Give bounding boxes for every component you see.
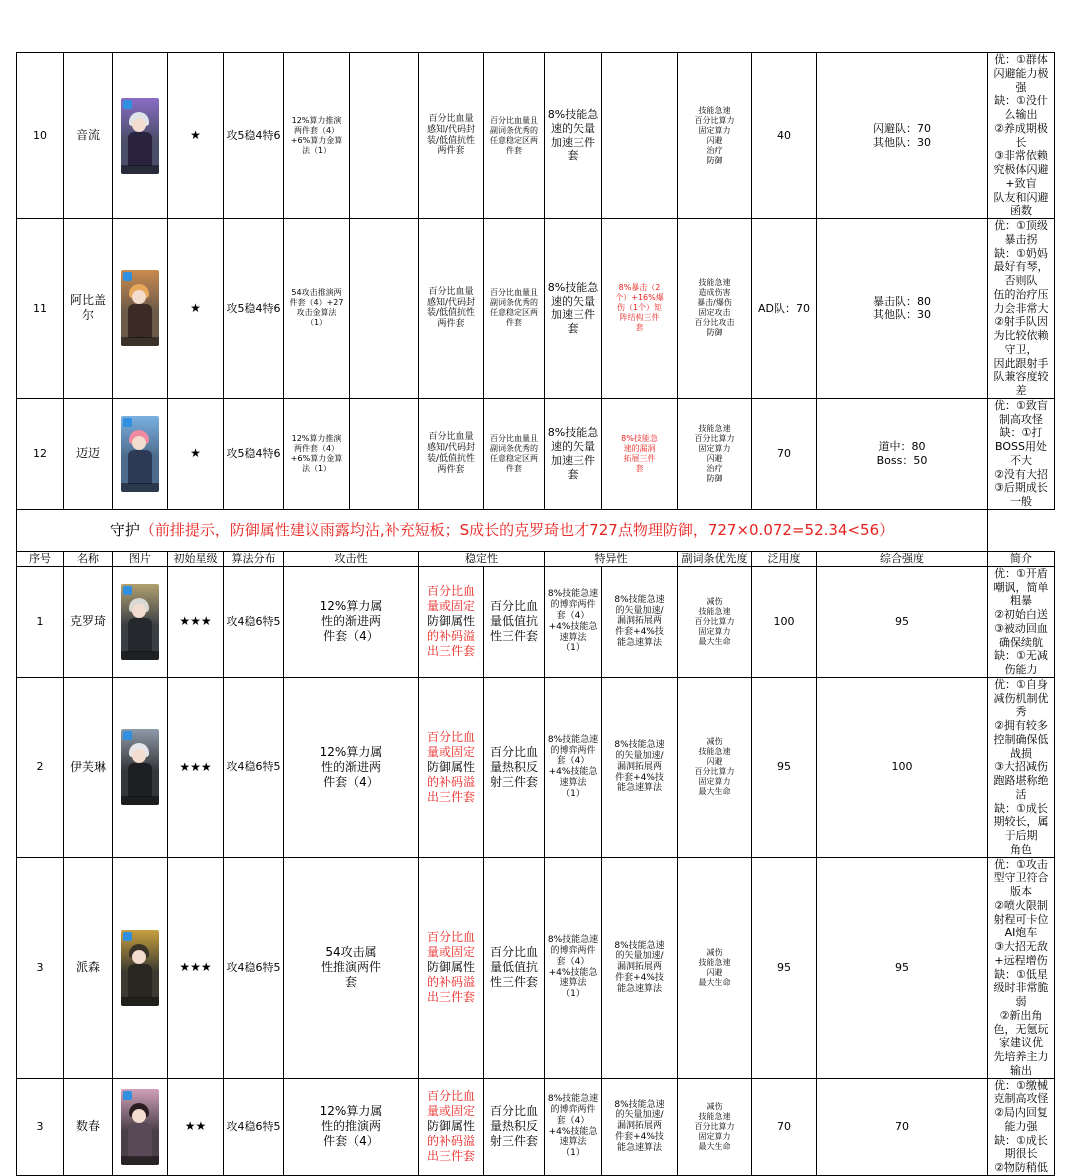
portrait-outfit <box>128 964 152 998</box>
stability-text-keyword: 防御 <box>426 960 451 974</box>
usage-score: 95 <box>752 677 817 857</box>
usage-score: 100 <box>752 566 817 677</box>
overall-strength: 100 <box>817 677 988 857</box>
portrait-face <box>132 604 146 618</box>
portrait-cell <box>113 677 168 857</box>
specialty-set-b <box>602 53 678 219</box>
portrait-nameplate <box>121 165 159 174</box>
star-rating: ★ <box>168 398 224 509</box>
attack-set: 54攻击推演两 件套（4）+27 攻击金算法 （1） <box>284 219 350 399</box>
header-name: 名称 <box>64 551 113 566</box>
character-row <box>17 566 1055 677</box>
attack-set: 12%算力属 性的渐进两 件套（4） <box>284 677 419 857</box>
character-guide-table <box>16 52 1055 1176</box>
stability-set-a: 百分比血量 感知/代码封 装/低值抗性 两件套 <box>419 398 484 509</box>
star-rating: ★ <box>168 53 224 219</box>
stability-text-part: 百分比血 量或固定 <box>426 1089 475 1119</box>
stability-text-keyword: 属性 <box>451 960 476 974</box>
portrait-nameplate <box>121 483 159 492</box>
row-number: 2 <box>17 677 64 857</box>
specialty-set-a: 8%技能急 速的矢量 加速三件 套 <box>545 398 602 509</box>
character-intro: 优：①攻击型守卫符合版本 ②喷火限制射程可卡位AI炮车 ③大招无敌+远程增伤 缺：①低星级时非常脆弱 ②新出角色，无氪玩家建议优 先培养主力输出 <box>988 857 1055 1078</box>
star-rating: ★★★ <box>168 566 224 677</box>
specialty-set-a: 8%技能急速 的博弈两件 套（4） +4%技能急 速算法 （1） <box>545 566 602 677</box>
stability-set-b: 百分比血 量低值抗 性三件套 <box>484 566 545 677</box>
star-rating: ★★★ <box>168 857 224 1078</box>
stability-set-b: 百分比血 量热积反 射三件套 <box>484 1078 545 1175</box>
row-number: 11 <box>17 219 64 399</box>
stability-text-keyword: 防御 <box>426 759 451 774</box>
substat-priority: 技能急速 百分比算力 固定算力 闪避 治疗 防御 <box>678 53 752 219</box>
attack-extra <box>350 53 419 219</box>
portrait-nameplate <box>121 1156 159 1165</box>
usage-score: 70 <box>752 398 817 509</box>
portrait-cell <box>113 398 168 509</box>
header-strength: 综合强度 <box>817 551 988 566</box>
algorithm-distribution: 攻4稳6特5 <box>224 677 284 857</box>
attack-set: 12%算力推演 两件套（4） +6%算力金算 法（1） <box>284 53 350 219</box>
algorithm-distribution: 攻5稳4特6 <box>224 398 284 509</box>
star-rating: ★★★ <box>168 677 224 857</box>
header-stars: 初始星级 <box>168 551 224 566</box>
element-tag-icon <box>123 731 132 740</box>
stability-set-b: 百分比血量且 副词条优秀的 任意稳定区两 件套 <box>484 398 545 509</box>
stability-text-keyword: 属性 <box>451 759 476 774</box>
portrait-face <box>132 950 146 964</box>
character-name: 派森 <box>64 857 113 1078</box>
substat-priority: 减伤 技能急速 百分比算力 固定算力 最大生命 <box>678 566 752 677</box>
attack-extra <box>350 219 419 399</box>
character-row <box>17 398 1055 509</box>
character-portrait <box>121 1089 159 1165</box>
stability-set-a: 百分比血量 感知/代码封 装/低值抗性 两件套 <box>419 53 484 219</box>
stability-text-part: 的补码溢 出三件套 <box>426 629 475 659</box>
character-row <box>17 677 1055 857</box>
portrait-nameplate <box>121 337 159 346</box>
portrait-outfit <box>128 132 152 166</box>
usage-score: AD队：70 <box>752 219 817 399</box>
character-row <box>17 1078 1055 1175</box>
specialty-set-b: 8%技能急速 的矢量加速/ 漏洞拓展两 件套+4%技 能急速算法 <box>602 1078 678 1175</box>
specialty-set-a: 8%技能急速 的博弈两件 套（4） +4%技能急 速算法 （1） <box>545 857 602 1078</box>
stability-set-b: 百分比血 量热积反 射三件套 <box>484 677 545 857</box>
algorithm-distribution: 攻5稳4特6 <box>224 219 284 399</box>
specialty-set-b: 8%技能急速 的矢量加速/ 漏洞拓展两 件套+4%技 能急速算法 <box>602 677 678 857</box>
algorithm-distribution: 攻5稳4特6 <box>224 53 284 219</box>
character-intro: 优：①开盾嘲讽，简单粗暴 ②初始白送 ③被动回血确保续航 缺：①无减伤能力 <box>988 566 1055 677</box>
specialty-set-a: 8%技能急速 的博弈两件 套（4） +4%技能急 速算法 （1） <box>545 1078 602 1175</box>
portrait-outfit <box>128 1123 152 1157</box>
overall-strength: 95 <box>817 566 988 677</box>
row-number: 10 <box>17 53 64 219</box>
portrait-face <box>132 749 146 763</box>
portrait-nameplate <box>121 651 159 660</box>
element-tag-icon <box>123 272 132 281</box>
character-name: 音流 <box>64 53 113 219</box>
stability-text-keyword: 防御 <box>426 614 451 629</box>
portrait-cell <box>113 1078 168 1175</box>
header-substat: 副词条优先度 <box>678 551 752 566</box>
header-image: 图片 <box>113 551 168 566</box>
character-intro: 优：①群体闪避能力极强 缺：①没什么输出 ②养成期极长 ③非常依赖究极体闪避+致盲 队友和闪避函数 <box>988 53 1055 219</box>
portrait-cell <box>113 857 168 1078</box>
stability-text-part: 的补码溢 出三件套 <box>426 975 475 1004</box>
character-portrait <box>121 98 159 174</box>
attack-set: 12%算力属 性的推演两 件套（4） <box>284 1078 419 1175</box>
portrait-outfit <box>128 304 152 338</box>
stability-set-b: 百分比血量且 副词条优秀的 任意稳定区两 件套 <box>484 219 545 399</box>
substat-priority: 减伤 技能急速 百分比算力 固定算力 最大生命 <box>678 1078 752 1175</box>
portrait-outfit <box>128 763 152 797</box>
character-intro: 优：①致盲制高攻怪 缺：①打BOSS用处不大 ②没有大招 ③后期成长一般 <box>988 398 1055 509</box>
overall-strength: 道中：80 Boss：50 <box>817 398 988 509</box>
attack-set: 54攻击属 性推演两件 套 <box>284 857 419 1078</box>
star-rating: ★ <box>168 219 224 399</box>
stability-text-keyword: 防御 <box>426 1119 451 1134</box>
portrait-outfit <box>128 450 152 484</box>
attack-set: 12%算力属 性的渐进两 件套（4） <box>284 566 419 677</box>
star-rating: ★★ <box>168 1078 224 1175</box>
usage-score: 95 <box>752 857 817 1078</box>
specialty-set-b: 8%技能急速 的矢量加速/ 漏洞拓展两 件套+4%技 能急速算法 <box>602 566 678 677</box>
substat-priority: 减伤 技能急速 闪避 最大生命 <box>678 857 752 1078</box>
specialty-set-b: 8%技能急 速的漏洞 拓展三件 套 <box>602 398 678 509</box>
character-name: 克罗琦 <box>64 566 113 677</box>
character-name: 迈迈 <box>64 398 113 509</box>
stability-set-a <box>419 857 484 1078</box>
header-intro: 简介 <box>988 551 1055 566</box>
portrait-face <box>132 1109 146 1123</box>
character-intro: 优：①顶级暴击拐 缺：①奶妈最好有琴，否则队 伍的治疗压力会非常大 ②射手队因为比较依赖守卫， 因此跟射手队兼容度较差 <box>988 219 1055 399</box>
portrait-face <box>132 118 146 132</box>
portrait-nameplate <box>121 796 159 805</box>
overall-strength: 70 <box>817 1078 988 1175</box>
stability-set-b: 百分比血量且 副词条优秀的 任意稳定区两 件套 <box>484 53 545 219</box>
stability-text-keyword: 属性 <box>451 1119 476 1134</box>
section-title: 守护 <box>109 520 140 539</box>
row-number: 1 <box>17 566 64 677</box>
header-specialty: 特异性 <box>545 551 678 566</box>
attack-extra <box>350 398 419 509</box>
algorithm-distribution: 攻4稳6特5 <box>224 857 284 1078</box>
section-note: （前排提示，防御属性建议雨露均沾,补充短板；S成长的克罗琦也才727点物理防御，727×0.072=52.34<56） <box>139 520 895 539</box>
specialty-set-b: 8%暴击（2 个）+16%爆 伤（1个）矩 阵结构三件 套 <box>602 219 678 399</box>
algorithm-distribution: 攻4稳6特5 <box>224 566 284 677</box>
stability-set-a <box>419 677 484 857</box>
stability-set-a <box>419 566 484 677</box>
stability-set-a <box>419 1078 484 1175</box>
stability-text-part: 百分比血 量或固定 <box>426 930 475 959</box>
character-name: 伊芙琳 <box>64 677 113 857</box>
specialty-set-a: 8%技能急 速的矢量 加速三件 套 <box>545 53 602 219</box>
portrait-cell <box>113 219 168 399</box>
substat-priority: 减伤 技能急速 闪避 百分比算力 固定算力 最大生命 <box>678 677 752 857</box>
portrait-nameplate <box>121 997 159 1006</box>
element-tag-icon <box>123 418 132 427</box>
character-name: 阿比盖尔 <box>64 219 113 399</box>
section-heading <box>17 509 988 551</box>
portrait-cell <box>113 53 168 219</box>
element-tag-icon <box>123 1091 132 1100</box>
stability-set-b: 百分比血 量低值抗 性三件套 <box>484 857 545 1078</box>
specialty-set-a: 8%技能急速 的博弈两件 套（4） +4%技能急 速算法 （1） <box>545 677 602 857</box>
character-portrait <box>121 729 159 805</box>
specialty-set-b: 8%技能急速 的矢量加速/ 漏洞拓展两 件套+4%技 能急速算法 <box>602 857 678 1078</box>
stability-text-keyword: 属性 <box>451 614 476 629</box>
row-number: 12 <box>17 398 64 509</box>
column-header-row <box>17 551 1055 566</box>
header-usage: 泛用度 <box>752 551 817 566</box>
character-portrait <box>121 270 159 346</box>
attack-set: 12%算力推演 两件套（4） +6%算力金算 法（1） <box>284 398 350 509</box>
character-portrait <box>121 416 159 492</box>
header-stability: 稳定性 <box>419 551 545 566</box>
character-row <box>17 219 1055 399</box>
header-algo: 算法分布 <box>224 551 284 566</box>
character-name: 数春 <box>64 1078 113 1175</box>
stability-text-part: 的补码溢 出三件套 <box>426 774 475 804</box>
portrait-outfit <box>128 618 152 652</box>
portrait-cell <box>113 566 168 677</box>
header-no: 序号 <box>17 551 64 566</box>
algorithm-distribution: 攻4稳6特5 <box>224 1078 284 1175</box>
element-tag-icon <box>123 100 132 109</box>
stability-text-part: 百分比血 量或固定 <box>426 729 475 759</box>
substat-priority: 技能急速 百分比算力 固定算力 闪避 治疗 防御 <box>678 398 752 509</box>
substat-priority: 技能急速 造成伤害 暴击/爆伤 固定攻击 百分比攻击 防御 <box>678 219 752 399</box>
character-intro: 优：①缴械克制高攻怪 ②局内回复能力强 缺：①成长期很长 ②物防稍低 <box>988 1078 1055 1175</box>
usage-score: 40 <box>752 53 817 219</box>
specialty-set-a: 8%技能急 速的矢量 加速三件 套 <box>545 219 602 399</box>
character-portrait <box>121 930 159 1006</box>
row-number: 3 <box>17 857 64 1078</box>
stability-text-part: 百分比血 量或固定 <box>426 584 475 614</box>
portrait-face <box>132 436 146 450</box>
element-tag-icon <box>123 932 132 941</box>
section-band-row <box>17 509 1055 551</box>
overall-strength: 95 <box>817 857 988 1078</box>
overall-strength: 暴击队：80 其他队：30 <box>817 219 988 399</box>
row-number: 3 <box>17 1078 64 1175</box>
header-attack: 攻击性 <box>284 551 419 566</box>
usage-score: 70 <box>752 1078 817 1175</box>
element-tag-icon <box>123 586 132 595</box>
stability-text-part: 的补码溢 出三件套 <box>426 1134 475 1164</box>
stability-set-a: 百分比血量 感知/代码封 装/低值抗性 两件套 <box>419 219 484 399</box>
character-portrait <box>121 584 159 660</box>
character-row <box>17 857 1055 1078</box>
overall-strength: 闪避队：70 其他队：30 <box>817 53 988 219</box>
character-intro: 优：①自身减伤机制优秀 ②拥有较多控制确保低战损 ③大招减伤跑路堪称绝活 缺：①成长期较长，属于后期 角色 <box>988 677 1055 857</box>
character-row <box>17 53 1055 219</box>
portrait-face <box>132 290 146 304</box>
